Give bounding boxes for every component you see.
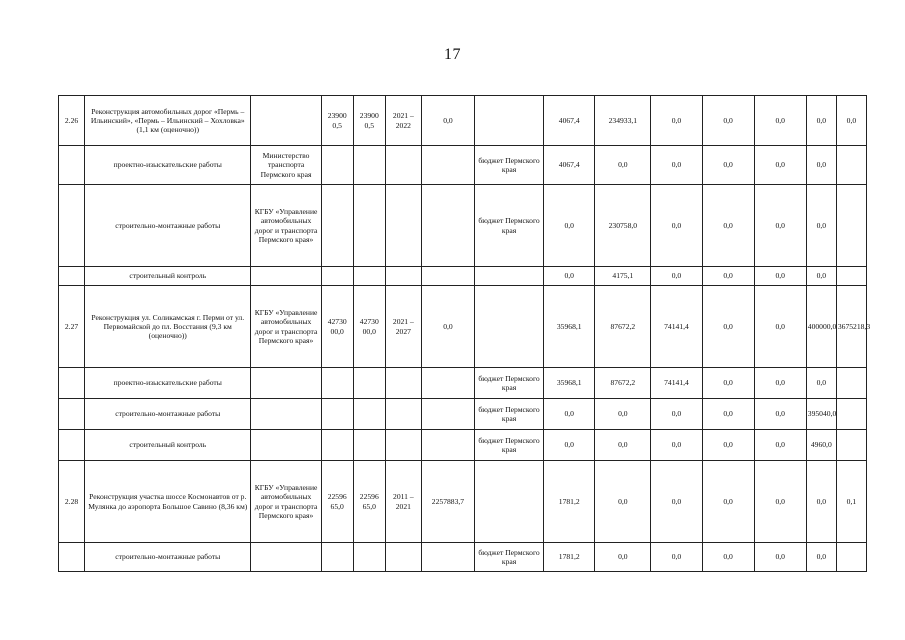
prior-funding-cell: 0,0: [421, 286, 474, 368]
row-number-cell: [59, 146, 85, 185]
year-amount-cell: 0,0: [702, 286, 754, 368]
executor-cell: КГБУ «Управление автомобильных дорог и транспорта Пермского края»: [251, 461, 321, 543]
year-amount-cell: 0,0: [754, 430, 806, 461]
year-amount-cell: 4067,4: [544, 146, 595, 185]
estimated-cost-cell: [353, 543, 385, 572]
work-name-cell: Реконструкция автомобильных дорог «Пермь – Ильинский», «Пермь – Ильинский – Хохловка» (1,1 км (оценочно)): [85, 96, 251, 146]
year-amount-cell: 0,0: [754, 461, 806, 543]
prior-funding-cell: [421, 430, 474, 461]
year-amount-cell: 0,0: [702, 368, 754, 399]
year-amount-cell: 0,0: [702, 267, 754, 286]
year-amount-cell: 0,0: [754, 286, 806, 368]
work-name-cell: строительно-монтажные работы: [85, 399, 251, 430]
year-amount-cell: 74141,4: [651, 368, 702, 399]
total-cost-cell: 23900 0,5: [321, 96, 353, 146]
table-row: [59, 461, 867, 543]
year-amount-cell: 0,0: [651, 543, 702, 572]
table-row: [59, 185, 867, 267]
total-cost-cell: 42730 00,0: [321, 286, 353, 368]
year-amount-cell: [836, 543, 866, 572]
table-row: [59, 399, 867, 430]
year-amount-cell: 0,0: [651, 399, 702, 430]
period-cell: [385, 185, 421, 267]
estimated-cost-cell: [353, 430, 385, 461]
executor-cell: [251, 543, 321, 572]
year-amount-cell: [836, 399, 866, 430]
executor-cell: Министерство транспорта Пермского края: [251, 146, 321, 185]
year-amount-cell: 400000,0: [806, 286, 836, 368]
estimated-cost-cell: [353, 368, 385, 399]
table-row: [59, 368, 867, 399]
total-cost-cell: [321, 543, 353, 572]
year-amount-cell: 4175,1: [595, 267, 651, 286]
year-amount-cell: 0,0: [806, 461, 836, 543]
year-amount-cell: 0,0: [544, 399, 595, 430]
funding-source-cell: [475, 267, 544, 286]
total-cost-cell: [321, 267, 353, 286]
year-amount-cell: 35968,1: [544, 368, 595, 399]
year-amount-cell: 0,0: [702, 430, 754, 461]
prior-funding-cell: [421, 185, 474, 267]
total-cost-cell: 22596 65,0: [321, 461, 353, 543]
year-amount-cell: [836, 267, 866, 286]
work-name-cell: проектно-изыскательские работы: [85, 146, 251, 185]
year-amount-cell: [836, 430, 866, 461]
year-amount-cell: 4960,0: [806, 430, 836, 461]
year-amount-cell: 0,0: [651, 267, 702, 286]
executor-cell: КГБУ «Управление автомобильных дорог и транспорта Пермского края»: [251, 286, 321, 368]
total-cost-cell: [321, 430, 353, 461]
year-amount-cell: 0,0: [651, 185, 702, 267]
prior-funding-cell: 2257883,7: [421, 461, 474, 543]
estimated-cost-cell: [353, 267, 385, 286]
executor-cell: [251, 96, 321, 146]
executor-cell: [251, 267, 321, 286]
total-cost-cell: [321, 399, 353, 430]
year-amount-cell: 74141,4: [651, 286, 702, 368]
funding-source-cell: [475, 461, 544, 543]
year-amount-cell: 0,0: [595, 461, 651, 543]
row-number-cell: 2.27: [59, 286, 85, 368]
total-cost-cell: [321, 185, 353, 267]
year-amount-cell: 0,0: [806, 185, 836, 267]
year-amount-cell: 0,1: [836, 461, 866, 543]
table-row: [59, 96, 867, 146]
year-amount-cell: 1781,2: [544, 461, 595, 543]
row-number-cell: [59, 267, 85, 286]
estimated-cost-cell: 22596 65,0: [353, 461, 385, 543]
year-amount-cell: 0,0: [651, 461, 702, 543]
year-amount-cell: 0,0: [806, 368, 836, 399]
year-amount-cell: 35968,1: [544, 286, 595, 368]
year-amount-cell: 0,0: [702, 185, 754, 267]
year-amount-cell: 0,0: [702, 399, 754, 430]
year-amount-cell: 4067,4: [544, 96, 595, 146]
prior-funding-cell: [421, 543, 474, 572]
year-amount-cell: [836, 185, 866, 267]
work-name-cell: строительный контроль: [85, 430, 251, 461]
year-amount-cell: 0,0: [702, 461, 754, 543]
year-amount-cell: 87672,2: [595, 368, 651, 399]
period-cell: 2011 – 2021: [385, 461, 421, 543]
year-amount-cell: 234933,1: [595, 96, 651, 146]
period-cell: [385, 543, 421, 572]
table-row: [59, 543, 867, 572]
year-amount-cell: 1781,2: [544, 543, 595, 572]
total-cost-cell: [321, 368, 353, 399]
year-amount-cell: 0,0: [754, 543, 806, 572]
funding-source-cell: бюджет Пермского края: [475, 543, 544, 572]
funding-source-cell: [475, 286, 544, 368]
funding-source-cell: бюджет Пермского края: [475, 430, 544, 461]
work-name-cell: Реконструкция участка шоссе Космонавтов от р. Мулянка до аэропорта Большое Савино (8,36 км): [85, 461, 251, 543]
table-row: [59, 146, 867, 185]
row-number-cell: [59, 368, 85, 399]
period-cell: [385, 430, 421, 461]
year-amount-cell: 3675218,3: [836, 286, 866, 368]
row-number-cell: [59, 430, 85, 461]
year-amount-cell: 0,0: [595, 146, 651, 185]
executor-cell: [251, 430, 321, 461]
year-amount-cell: 0,0: [754, 368, 806, 399]
row-number-cell: [59, 543, 85, 572]
budget-table: [58, 95, 871, 572]
funding-source-cell: бюджет Пермского края: [475, 399, 544, 430]
year-amount-cell: 0,0: [806, 96, 836, 146]
table-row: [59, 267, 867, 286]
estimated-cost-cell: [353, 185, 385, 267]
estimated-cost-cell: [353, 146, 385, 185]
year-amount-cell: 0,0: [806, 267, 836, 286]
funding-source-cell: бюджет Пермского края: [475, 368, 544, 399]
table-row: [59, 430, 867, 461]
year-amount-cell: 0,0: [544, 185, 595, 267]
year-amount-cell: 0,0: [544, 430, 595, 461]
table-row: [59, 286, 867, 368]
work-name-cell: строительно-монтажные работы: [85, 185, 251, 267]
work-name-cell: строительный контроль: [85, 267, 251, 286]
funding-source-cell: бюджет Пермского края: [475, 185, 544, 267]
row-number-cell: [59, 185, 85, 267]
table-body: [59, 96, 871, 572]
year-amount-cell: 0,0: [595, 430, 651, 461]
executor-cell: [251, 399, 321, 430]
year-amount-cell: 0,0: [651, 430, 702, 461]
page-number: 17: [444, 46, 461, 63]
funding-source-cell: [475, 96, 544, 146]
prior-funding-cell: [421, 399, 474, 430]
year-amount-cell: 0,0: [754, 96, 806, 146]
year-amount-cell: 0,0: [754, 185, 806, 267]
row-number-cell: [59, 399, 85, 430]
year-amount-cell: 0,0: [651, 146, 702, 185]
year-amount-cell: [836, 146, 866, 185]
period-cell: [385, 146, 421, 185]
prior-funding-cell: [421, 267, 474, 286]
year-amount-cell: 230758,0: [595, 185, 651, 267]
year-amount-cell: 395040,0: [806, 399, 836, 430]
period-cell: [385, 399, 421, 430]
period-cell: [385, 368, 421, 399]
row-number-cell: 2.26: [59, 96, 85, 146]
prior-funding-cell: 0,0: [421, 96, 474, 146]
year-amount-cell: 0,0: [595, 399, 651, 430]
year-amount-cell: 0,0: [754, 267, 806, 286]
executor-cell: КГБУ «Управление автомобильных дорог и транспорта Пермского края»: [251, 185, 321, 267]
executor-cell: [251, 368, 321, 399]
year-amount-cell: 0,0: [702, 146, 754, 185]
work-name-cell: проектно-изыскательские работы: [85, 368, 251, 399]
year-amount-cell: 0,0: [702, 96, 754, 146]
estimated-cost-cell: 42730 00,0: [353, 286, 385, 368]
prior-funding-cell: [421, 146, 474, 185]
funding-source-cell: бюджет Пермского края: [475, 146, 544, 185]
year-amount-cell: 0,0: [836, 96, 866, 146]
year-amount-cell: 0,0: [806, 146, 836, 185]
estimated-cost-cell: [353, 399, 385, 430]
period-cell: 2021 – 2027: [385, 286, 421, 368]
year-amount-cell: 0,0: [651, 96, 702, 146]
year-amount-cell: 0,0: [702, 543, 754, 572]
prior-funding-cell: [421, 368, 474, 399]
work-name-cell: строительно-монтажные работы: [85, 543, 251, 572]
estimated-cost-cell: 23900 0,5: [353, 96, 385, 146]
year-amount-cell: 87672,2: [595, 286, 651, 368]
year-amount-cell: [836, 368, 866, 399]
year-amount-cell: 0,0: [754, 146, 806, 185]
year-amount-cell: 0,0: [806, 543, 836, 572]
year-amount-cell: 0,0: [595, 543, 651, 572]
total-cost-cell: [321, 146, 353, 185]
period-cell: 2021 – 2022: [385, 96, 421, 146]
row-number-cell: 2.28: [59, 461, 85, 543]
work-name-cell: Реконструкция ул. Соликамская г. Перми от ул. Первомайской до пл. Восстания (9,3 км (оценочно)): [85, 286, 251, 368]
year-amount-cell: 0,0: [754, 399, 806, 430]
year-amount-cell: 0,0: [544, 267, 595, 286]
period-cell: [385, 267, 421, 286]
